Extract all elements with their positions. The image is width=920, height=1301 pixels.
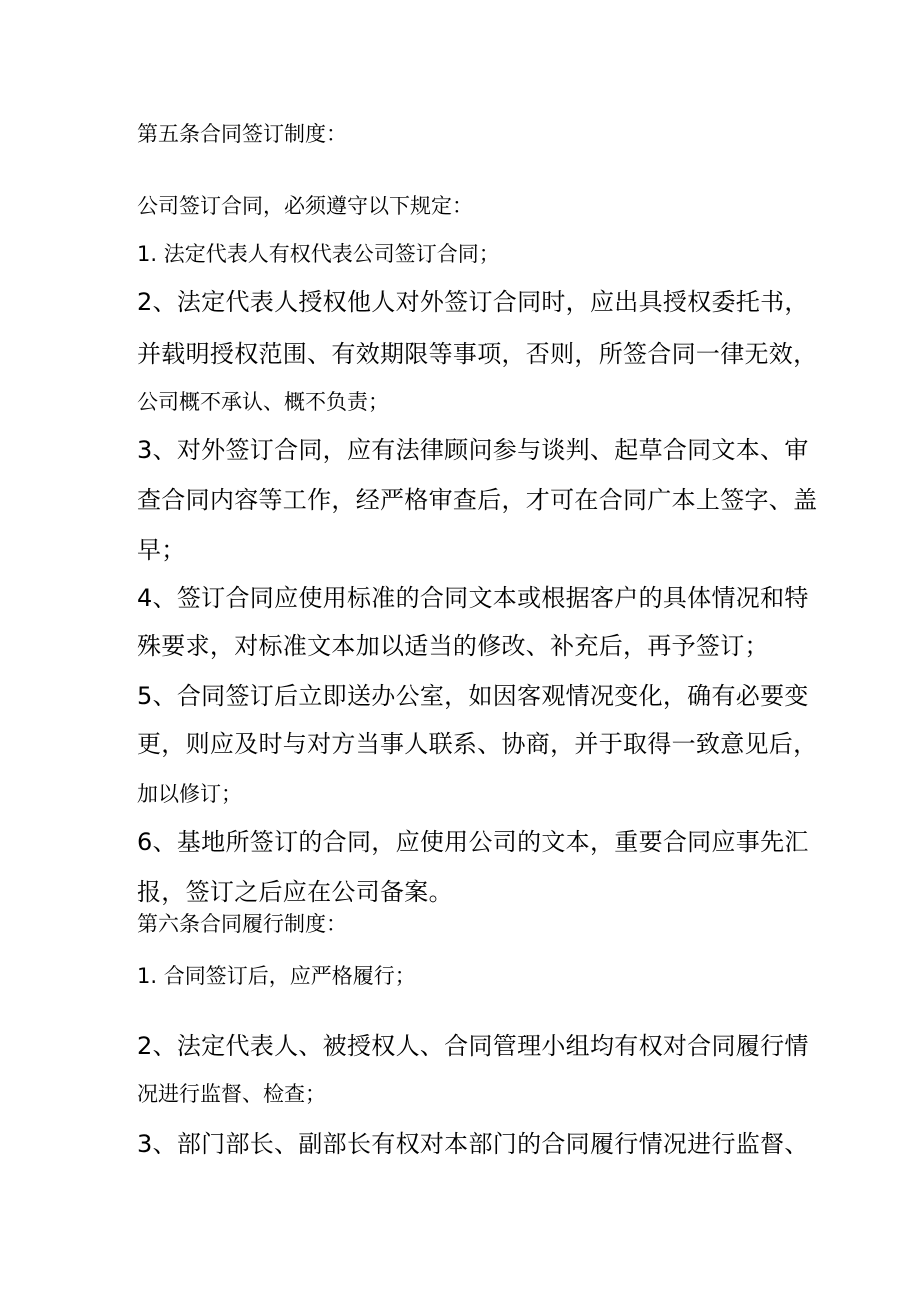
list-item-line: 况进行监督、检查； — [137, 1082, 326, 1106]
list-item-line: 公司概不承认、概不负责； — [137, 390, 389, 414]
heading-article-5: 第五条合同签订制度： — [137, 122, 347, 146]
list-item-line: 1. 合同签订后，应严格履行； — [137, 964, 416, 988]
heading-article-6: 第六条合同履行制度： — [137, 912, 347, 936]
list-item-line: 2、法定代表人授权他人对外签订合同时，应出具授权委托书， — [137, 288, 809, 316]
list-item-line: 3、部门部长、副部长有权对本部门的合同履行情况进行监督、 — [137, 1130, 809, 1158]
list-item-line: 并载明授权范围、有效期限等事项，否则，所签合同一律无效， — [137, 340, 818, 368]
list-item-line: 报，签订之后应在公司备案。 — [137, 878, 453, 906]
list-item-line: 殊要求，对标准文本加以适当的修改、补充后，再予签订； — [137, 632, 769, 660]
list-item-line: 查合同内容等工作，经严格审查后，才可在合同广本上签字、盖 — [137, 486, 818, 514]
list-item-line: 5、合同签订后立即送办公室，如因客观情况变化，确有必要变 — [137, 682, 809, 710]
list-item-line: 早； — [137, 536, 186, 564]
list-item-line: 4、签订合同应使用标准的合同文本或根据客户的具体情况和特 — [137, 584, 809, 612]
list-item-line: 1. 法定代表人有权代表公司签订合同； — [137, 242, 500, 266]
paragraph-line: 公司签订合同，必须遵守以下规定： — [137, 194, 473, 218]
list-item-line: 加以修订； — [137, 782, 242, 806]
list-item-line: 6、基地所签订的合同，应使用公司的文本，重要合同应事先汇 — [137, 828, 809, 856]
list-item-line: 2、法定代表人、被授权人、合同管理小组均有权对合同履行情 — [137, 1032, 809, 1060]
list-item-line: 3、对外签订合同，应有法律顾问参与谈判、起草合同文本、审 — [137, 436, 809, 464]
list-item-line: 更，则应及时与对方当事人联系、协商，并于取得一致意见后， — [137, 730, 818, 758]
